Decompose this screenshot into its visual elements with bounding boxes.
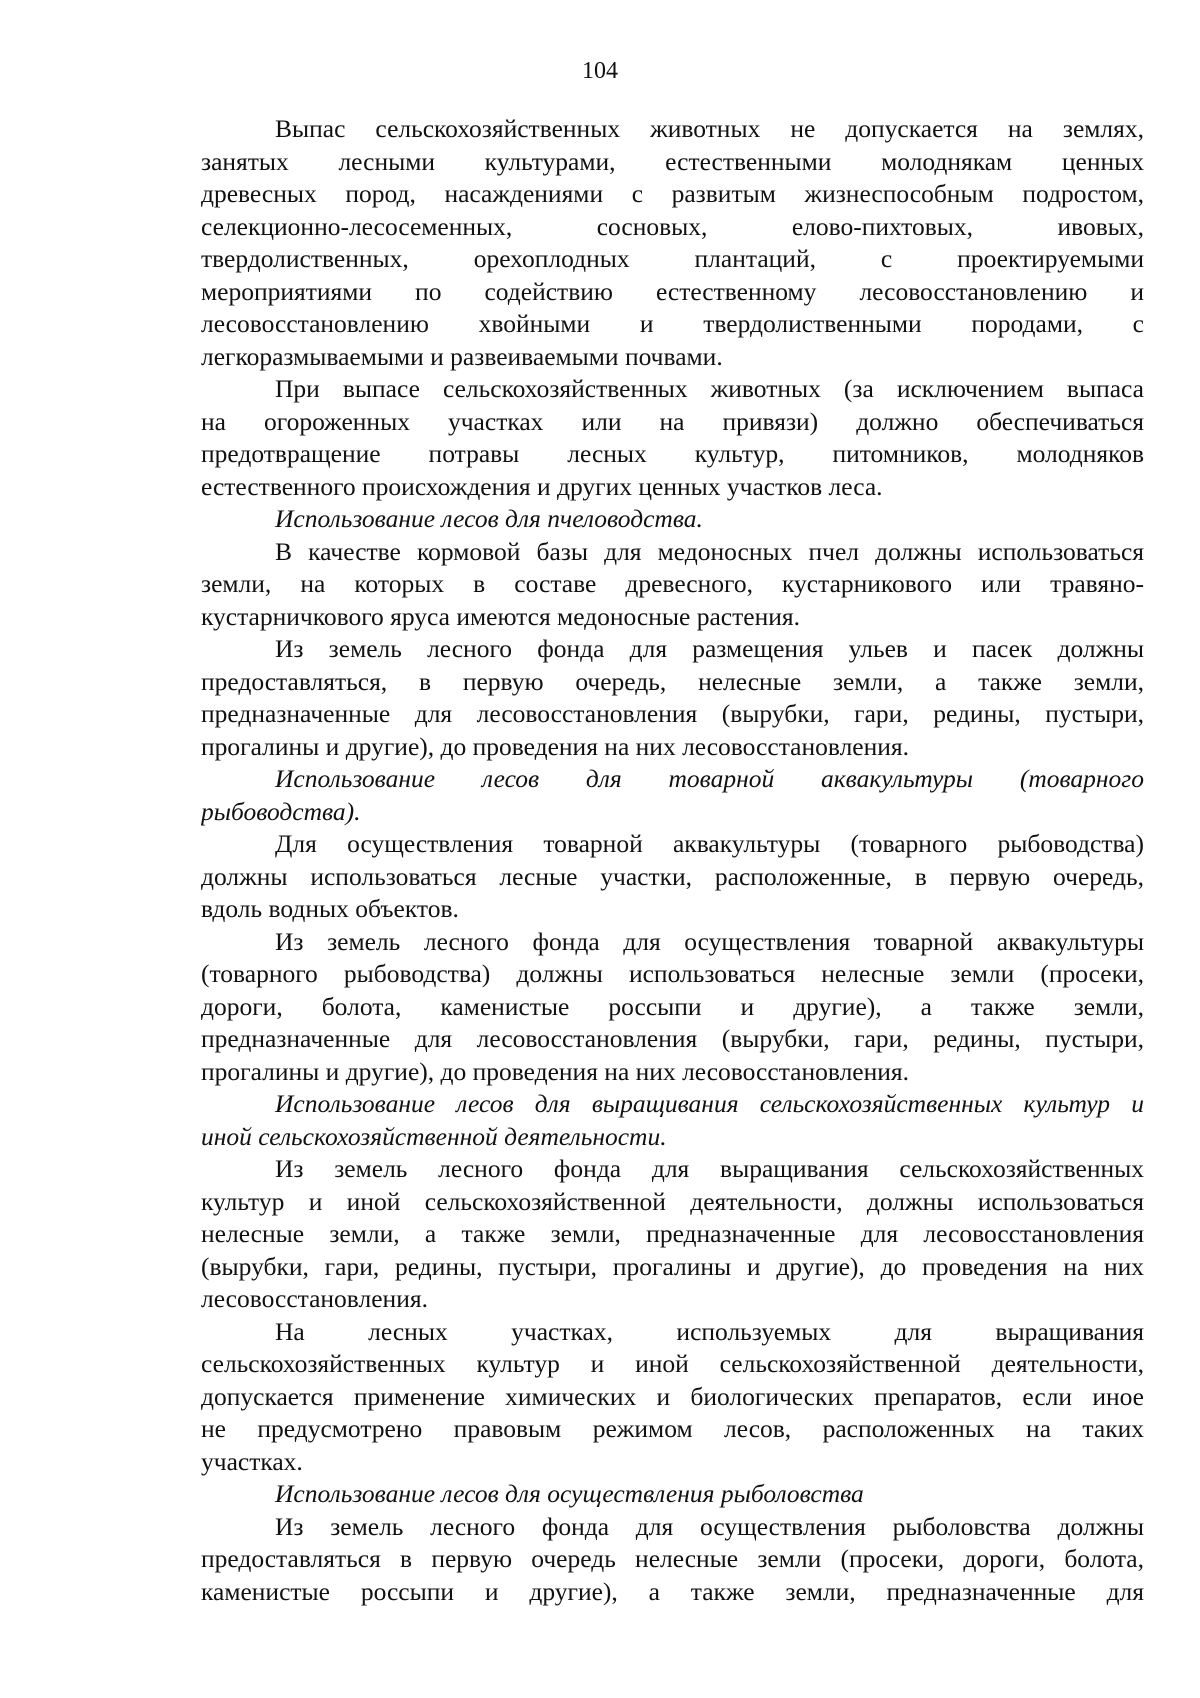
text-line: допускается применение химических и биологических препаратов, если иное	[201, 1381, 1144, 1411]
paragraph	[201, 926, 1144, 1089]
text-line: участках.	[201, 1446, 303, 1476]
heading-line: Использование лесов для выращивания сельскохозяйственных культур и	[275, 1089, 1144, 1118]
paragraph	[201, 828, 1144, 926]
text-line: предотвращение потравы лесных культур, питомников, молодняков	[201, 439, 1144, 468]
heading-line: Использование лесов для осуществления рыболовства	[275, 1479, 864, 1508]
text-line: каменистые россыпи и другие), а также земли, предназначенные для	[201, 1576, 1144, 1606]
text-line: дороги, болота, каменистые россыпи и другие), а также земли,	[201, 991, 1144, 1021]
text-line: должны использоваться лесные участки, расположенные, в первую очередь,	[201, 861, 1144, 891]
text-line: нелесные земли, а также земли, предназначенные для лесовосстановления	[201, 1219, 1144, 1248]
text-line: Из земель лесного фонда для размещения ульев и пасек должны	[275, 634, 1144, 663]
text-line: лесовосстановлению хвойными и твердолиственными породами, с	[201, 309, 1144, 338]
paragraph	[201, 1511, 1144, 1609]
text-line: занятых лесными культурами, естественными молоднякам ценных	[201, 146, 1144, 176]
text-line: предназначенные для лесовосстановления (вырубки, гари, редины, пустыри,	[201, 699, 1144, 728]
text-line: (товарного рыбоводства) должны использоваться нелесные земли (просеки,	[201, 959, 1144, 988]
text-line: древесных пород, насаждениями с развитым жизнеспособным подростом,	[201, 179, 1144, 208]
text-line: Выпас сельскохозяйственных животных не допускается на землях,	[275, 114, 1144, 143]
paragraph	[201, 633, 1144, 763]
text-line: Из земель лесного фонда для осуществления рыболовства должны	[275, 1511, 1144, 1541]
document-body	[201, 113, 1144, 1608]
text-line: лесовосстановления.	[201, 1284, 428, 1313]
section-heading	[201, 503, 1144, 536]
text-line: предоставляться, в первую очередь, нелесные земли, а также земли,	[201, 666, 1144, 696]
text-line: мероприятиями по содействию естественному лесовосстановлению и	[201, 276, 1144, 306]
paragraph	[201, 373, 1144, 503]
heading-line: иной сельскохозяйственной деятельности.	[201, 1121, 667, 1151]
text-line: земли, на которых в составе древесного, кустарникового или травяно-	[201, 569, 1144, 598]
text-line: прогалины и другие), до проведения на них лесовосстановления.	[201, 731, 910, 761]
text-line: Из земель лесного фонда для выращивания сельскохозяйственных	[275, 1154, 1144, 1183]
heading-line: Использование лесов для пчеловодства.	[275, 504, 703, 533]
text-line: твердолиственных, орехоплодных плантаций, с проектируемыми	[201, 244, 1144, 273]
section-heading	[201, 763, 1144, 828]
paragraph	[201, 1316, 1144, 1479]
text-line: естественного происхождения и других ценных участков леса.	[201, 471, 883, 501]
paragraph	[201, 113, 1144, 373]
paragraph	[201, 1153, 1144, 1316]
text-line: вдоль водных объектов.	[201, 894, 459, 923]
text-line: Из земель лесного фонда для осуществления товарной аквакультуры	[275, 926, 1144, 956]
section-heading	[201, 1478, 1144, 1511]
page-number: 104	[582, 58, 618, 84]
text-line: предоставляться в первую очередь нелесные земли (просеки, дороги, болота,	[201, 1544, 1144, 1573]
text-line: селекционно-лесосеменных, сосновых, елово-пихтовых, ивовых,	[201, 211, 1144, 241]
text-line: культур и иной сельскохозяйственной деятельности, должны использоваться	[201, 1186, 1144, 1216]
text-line: предназначенные для лесовосстановления (вырубки, гари, редины, пустыри,	[201, 1024, 1144, 1053]
heading-line: Использование лесов для товарной аквакультуры (товарного	[275, 764, 1144, 793]
section-heading	[201, 1088, 1144, 1153]
text-line: На лесных участках, используемых для выращивания	[275, 1316, 1144, 1346]
text-line: В качестве кормовой базы для медоносных пчел должны использоваться	[275, 536, 1144, 566]
paragraph	[201, 536, 1144, 634]
text-line: на огороженных участках или на привязи) должно обеспечиваться	[201, 406, 1144, 436]
text-line: (вырубки, гари, редины, пустыри, прогалины и другие), до проведения на них	[201, 1251, 1144, 1281]
text-line: При выпасе сельскохозяйственных животных (за исключением выпаса	[275, 374, 1144, 403]
text-line: кустарничкового яруса имеются медоносные растения.	[201, 601, 800, 631]
text-line: не предусмотрено правовым режимом лесов, расположенных на таких	[201, 1414, 1144, 1443]
text-line: прогалины и другие), до проведения на них лесовосстановления.	[201, 1056, 910, 1086]
heading-line: рыбоводства).	[201, 796, 361, 826]
text-line: Для осуществления товарной аквакультуры (товарного рыбоводства)	[275, 829, 1144, 858]
text-line: легкоразмываемыми и развеиваемыми почвами.	[201, 341, 723, 371]
text-line: сельскохозяйственных культур и иной сельскохозяйственной деятельности,	[201, 1349, 1144, 1378]
